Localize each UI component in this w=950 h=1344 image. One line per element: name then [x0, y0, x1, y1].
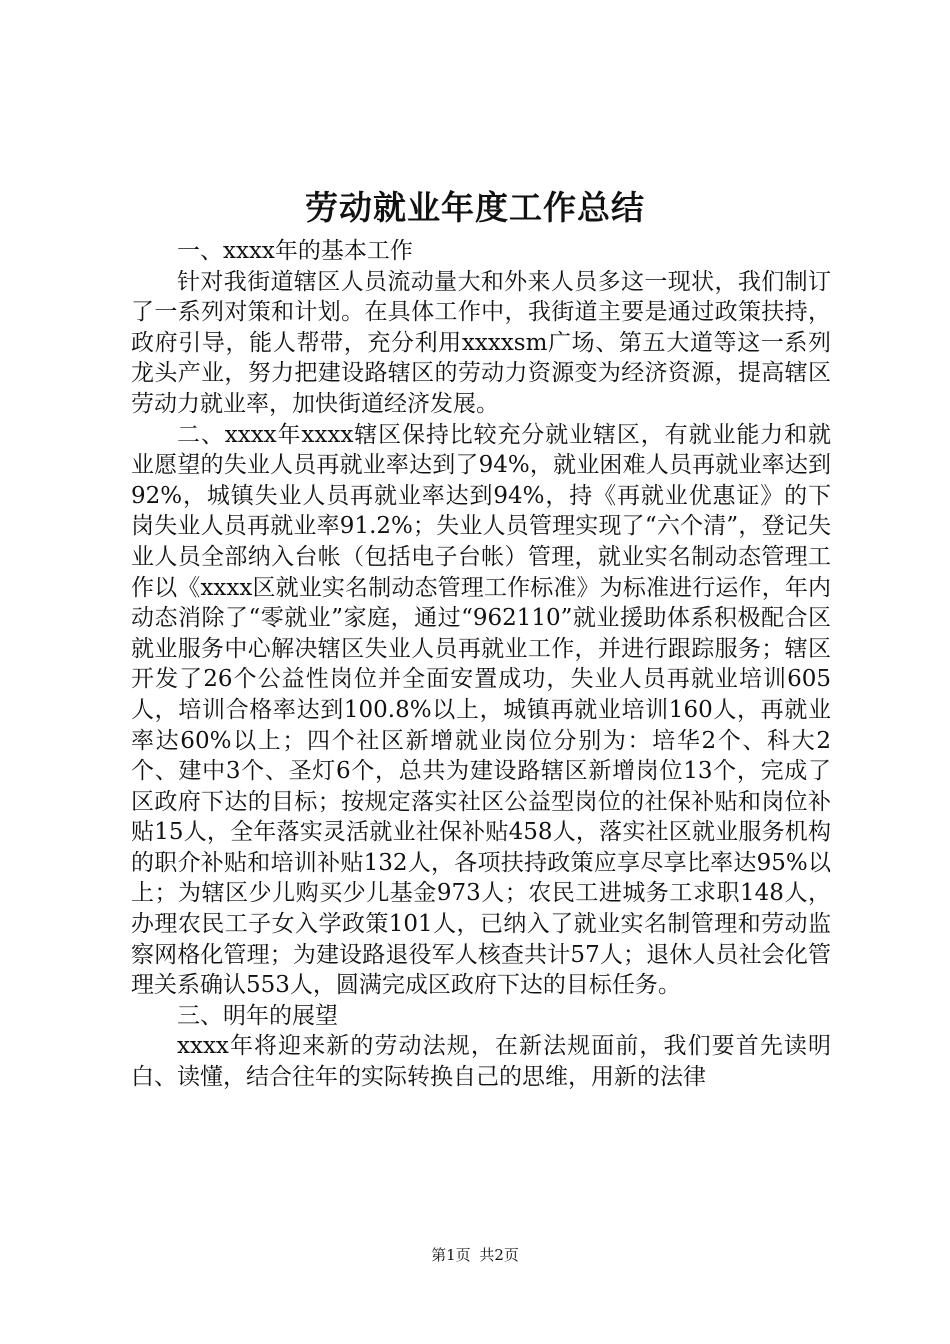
document-title: 劳动就业年度工作总结 — [305, 188, 645, 227]
paragraph-employment-results: 二、xxxx年xxxx辖区保持比较充分就业辖区，有就业能力和就业愿望的失业人员再就业率达到了94%，就业困难人员再就业率达到92%，城镇失业人员再就业率达到94%，持《再就业优惠证》的下岗失业人员再就业率91.2%；失业人员管理实现了“六个清”，登记失业人员全部纳入台帐（包括电子台帐）管理，就业实名制动态管理工作以《xxxx区就业实名制动态管理工作标准》为标准进行运作，年内动态消除了“零就业”家庭，通过“962110”就业援助体系积极配合区就业服务中心解决辖区失业人员再就业工作，并进行跟踪服务；辖区开发了26个公益性岗位并全面安置成功，失业人员再就业培训605人，培训合格率达到100.8%以上，城镇再就业培训160人，再就业率达60%以上；四个社区新增就业岗位分别为：培华2个、科大2个、建中3个、圣灯6个，总共为建设路辖区新增岗位13个，完成了区政府下达的目标；按规定落实社区公益型岗位的社保补贴和岗位补贴15人，全年落实灵活就业社保补贴458人，落实社区就业服务机构的职介补贴和培训补贴132人，各项扶持政策应享尽享比率达95%以上；为辖区少儿购买少儿基金973人；农民工进城务工求职148人，办理农民工子女入学政策101人，已纳入了就业实名制管理和劳动监察网格化管理；为建设路退役军人核查共计57人；退休人员社会化管理关系确认553人，圆满完成区政府下达的目标任务。 — [131, 421, 831, 999]
section-heading-outlook: 三、明年的展望 — [177, 1002, 338, 1029]
page-number: 第1页 — [431, 1246, 471, 1264]
section-heading-basic-work: 一、xxxx年的基本工作 — [177, 238, 413, 264]
paragraph-basic-work: 针对我街道辖区人员流动量大和外来人员多这一现状，我们制订了一系列对策和计划。在具体工作中，我街道主要是通过政策扶持，政府引导，能人帮带，充分利用xxxxsm广场、第五大道等这一系列龙头产业，努力把建设路辖区的劳动力资源变为经济资源，提高辖区劳动力就业率，加快街道经济发展。 — [131, 268, 831, 417]
paragraph-outlook: xxxx年将迎来新的劳动法规，在新法规面前，我们要首先读明白、读懂，结合往年的实际转换自己的思维，用新的法律 — [131, 1033, 831, 1091]
page-total: 共2页 — [479, 1246, 519, 1264]
page-footer — [0, 1244, 950, 1266]
document-body — [131, 236, 831, 1093]
